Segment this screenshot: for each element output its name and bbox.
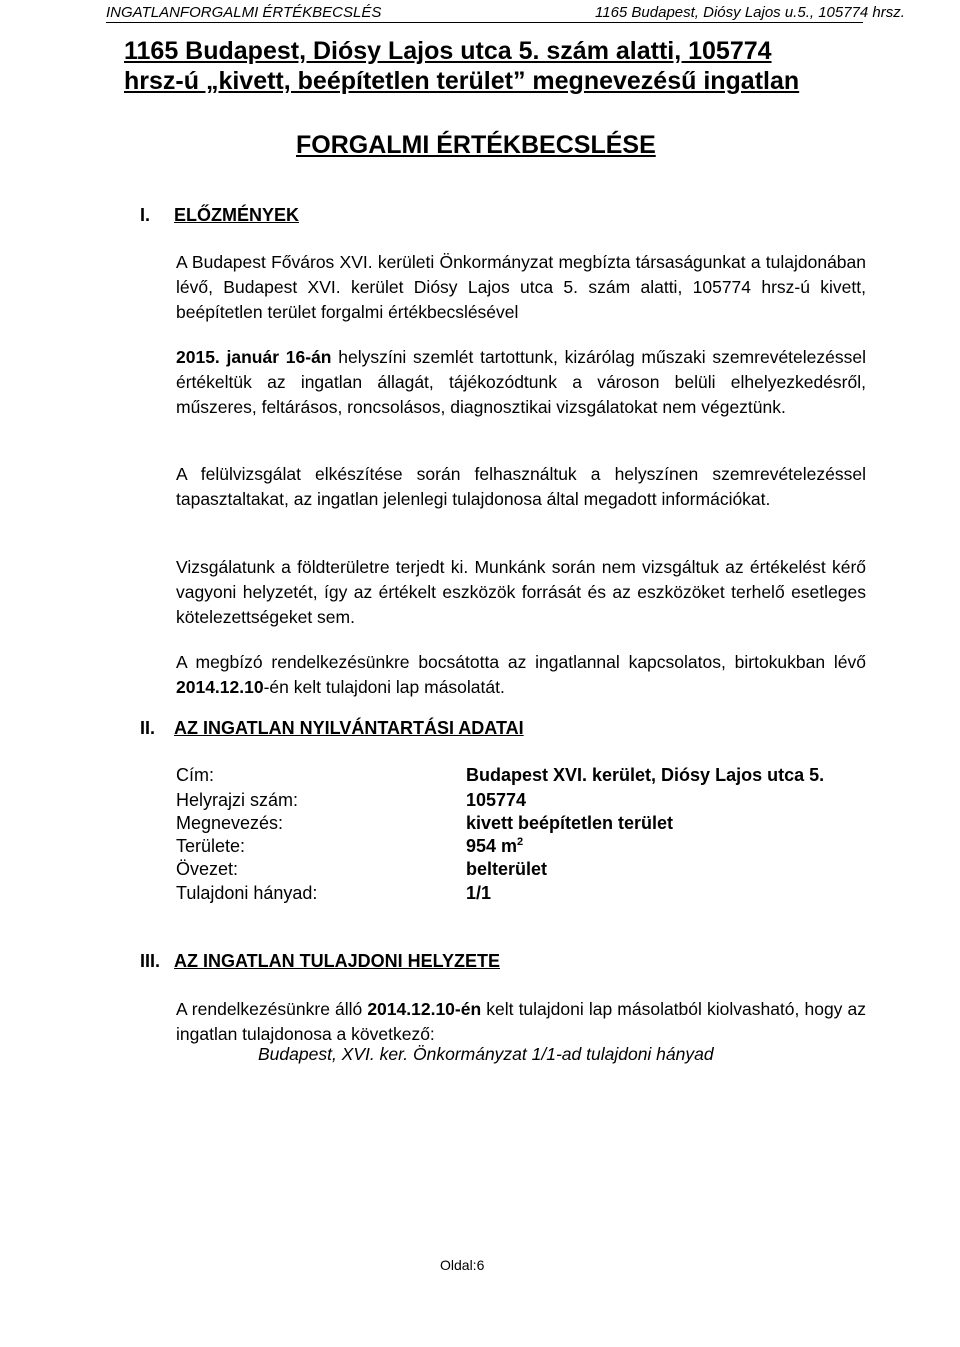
property-label-zone: Övezet:	[176, 859, 239, 879]
property-value-lot-number: 105774	[466, 790, 527, 810]
area-unit-superscript: 2	[517, 836, 524, 848]
property-label-lot-number: Helyrajzi szám:	[176, 790, 299, 810]
paragraph-engagement: A Budapest Főváros XVI. kerületi Önkormányzat megbízta társaságunkat a tulajdonában lévő, Budapest XVI. kerület Diósy Lajos utca 5. szám alatti, 105774 hrsz-ú kivett, beépítetlen terület forgalmi értékbecslésével	[176, 252, 866, 322]
inspection-date: 2015. január 16-án	[176, 347, 332, 367]
section-heading-2	[140, 718, 524, 739]
section-number-1: I.	[140, 205, 151, 225]
owner-statement: Budapest, XVI. ker. Önkormányzat 1/1-ad tulajdoni hányad	[258, 1044, 714, 1064]
property-value-address: Budapest XVI. kerület, Diósy Lajos utca 5.	[466, 765, 825, 785]
running-header-right: 1165 Budapest, Diósy Lajos u.5., 105774 hrsz.	[595, 4, 905, 21]
property-label-area: Területe:	[176, 836, 246, 856]
document-title-line2: hrsz-ú „kivett, beépítetlen terület” megnevezésű ingatlan	[124, 67, 800, 95]
header-rule	[106, 22, 863, 23]
paragraph-inspection	[176, 345, 866, 420]
document-date: 2014.12.10	[176, 677, 264, 697]
document-title-line1: 1165 Budapest, Diósy Lajos utca 5. szám alatti, 105774	[124, 37, 772, 65]
property-label-address: Cím:	[176, 765, 214, 785]
section-title-1: ELŐZMÉNYEK	[174, 205, 300, 225]
section-title-2: AZ INGATLAN NYILVÁNTARTÁSI ADATAI	[174, 718, 524, 738]
paragraph-documents: A megbízó rendelkezésünkre bocsátotta az ingatlannal kapcsolatos, birtokukban lévő 2014.12.10-én kelt tulajdoni lap másolatát.	[176, 652, 866, 697]
property-value-designation: kivett beépítetlen terület	[466, 813, 674, 833]
section-number-3: III.	[140, 951, 161, 971]
property-label-designation: Megnevezés:	[176, 813, 284, 833]
section-title-3: AZ INGATLAN TULAJDONI HELYZETE	[174, 951, 501, 971]
ownership-doc-date: 2014.12.10-én	[367, 999, 482, 1019]
page-number: Oldal:6	[440, 1257, 485, 1273]
document-subtitle: FORGALMI ÉRTÉKBECSLÉSE	[296, 131, 656, 159]
paragraph-ownership: A rendelkezésünkre álló 2014.12.10-én kelt tulajdoni lap másolatból kiolvasható, hogy az ingatlan tulajdonosa a következő:	[176, 999, 866, 1044]
property-value-ownership-share: 1/1	[466, 883, 492, 903]
section-heading-3	[140, 951, 500, 972]
property-value-area: 954 $m^2$	[466, 836, 524, 856]
paragraph-scope: Vizsgálatunk a földterületre terjedt ki. Munkánk során nem vizsgáltuk az értékelést kérő vagyoni helyzetét, így az értékelt eszközök forrását és az eszközöket terhelő esetleges kötelezettségeket sem.	[176, 557, 866, 627]
running-header-left: INGATLANFORGALMI ÉRTÉKBECSLÉS	[106, 4, 382, 21]
paragraph-review: A felülvizsgálat elkészítése során felhasználtuk a helyszínen szemrevételezéssel tapasztaltakat, az ingatlan jelenlegi tulajdonosa által megadott információkat.	[176, 464, 866, 509]
property-label-ownership-share: Tulajdoni hányad:	[176, 883, 318, 903]
section-heading-1	[140, 205, 299, 226]
inspection-text: helyszíni szemlét tartottunk, kizárólag műszaki szemrevételezéssel értékeltük az ingatlan állagát, tájékozódtunk a városon belüli elhelyezkedésről, műszeres, feltárásos, roncsolásos, diagnosztikai vizsgálatokat nem végeztünk.	[176, 347, 866, 417]
property-value-zone: belterület	[466, 859, 548, 879]
section-number-2: II.	[140, 718, 156, 738]
